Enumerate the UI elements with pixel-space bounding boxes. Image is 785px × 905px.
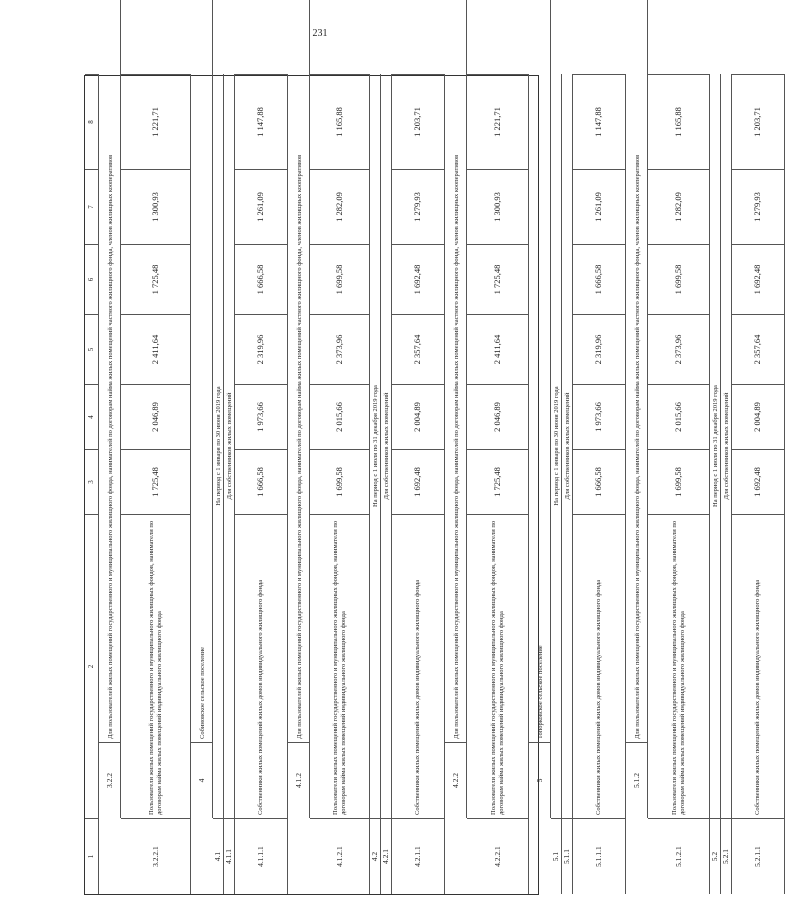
row-code: 5.2 xyxy=(710,818,720,894)
row-code: 4.2.2 xyxy=(445,742,466,818)
tariff-value: 1 692,48 xyxy=(392,449,444,514)
table-header-row xyxy=(85,74,99,894)
tariff-value: 2 004,89 xyxy=(392,384,444,449)
row-code: 5 xyxy=(529,742,550,818)
column-number-header: 5 xyxy=(85,314,98,384)
tariff-value: 2 046,89 xyxy=(121,384,190,449)
row-description: Собственники жилых помещений жилых домов индивидуального жилищного фонда xyxy=(235,514,287,818)
tariff-value: 1 973,66 xyxy=(235,384,287,449)
tariff-value: 1 666,58 xyxy=(573,244,625,314)
section-row xyxy=(626,0,648,818)
row-description: Собственники жилых помещений жилых домов индивидуального жилищного фонда xyxy=(732,514,784,818)
section-label: Для пользователей жилых помещений государственного и муниципального жилищного фонда, нанимателей по договорам найма жилых помещений частного жилищного фонда, членов жилищных кооперативов xyxy=(295,154,303,739)
tariff-value: 2 411,64 xyxy=(121,314,190,384)
tariff-value: 1 725,48 xyxy=(121,244,190,314)
period-row xyxy=(721,74,732,894)
tariff-value: 1 973,66 xyxy=(573,384,625,449)
section-row xyxy=(445,0,467,818)
table-row xyxy=(310,74,370,894)
period-label: На период с 1 июля по 31 декабря 2019 года xyxy=(712,385,720,507)
column-number-header: 6 xyxy=(85,244,98,314)
tariff-value: 1 699,58 xyxy=(310,244,369,314)
row-code: 5.1.2.1 xyxy=(648,818,709,894)
tariff-value: 2 046,89 xyxy=(467,384,528,449)
row-code: 4.2.1.1 xyxy=(392,818,444,894)
row-code: 4 xyxy=(191,742,212,818)
tariff-value: 1 692,48 xyxy=(732,449,784,514)
tariff-value: 2 373,96 xyxy=(310,314,369,384)
row-code: 3.2.2 xyxy=(99,742,120,818)
tariff-value: 1 261,09 xyxy=(235,169,287,244)
row-code: 5.2.1.1 xyxy=(732,818,784,894)
tariff-value: 2 004,89 xyxy=(732,384,784,449)
period-label: На период с 1 января по 30 июня 2019 года xyxy=(215,386,223,506)
tariff-value: 1 279,93 xyxy=(392,169,444,244)
section-label: Для пользователей жилых помещений государственного и муниципального жилищного фонда, нанимателей по договорам найма жилых помещений частного жилищного фонда, членов жилищных кооперативов xyxy=(633,154,641,739)
tariff-value: 1 725,48 xyxy=(121,449,190,514)
row-code: 5.1.1 xyxy=(562,818,572,894)
row-description: Собственники жилых помещений жилых домов индивидуального жилищного фонда xyxy=(392,514,444,818)
period-row xyxy=(213,74,224,894)
tariff-value: 1 692,48 xyxy=(732,244,784,314)
period-label: Для собственников жилых помещений xyxy=(723,392,731,500)
row-description: Собственники жилых помещений жилых домов индивидуального жилищного фонда xyxy=(573,514,625,818)
tariff-value: 1 666,58 xyxy=(235,449,287,514)
column-number-header: 4 xyxy=(85,384,98,449)
section-row xyxy=(99,0,121,818)
column-number-header: 3 xyxy=(85,449,98,514)
tariff-value: 2 319,96 xyxy=(235,314,287,384)
row-code: 3.2.2.1 xyxy=(121,818,190,894)
period-label: Для собственников жилых помещений xyxy=(226,392,234,500)
period-row xyxy=(551,74,562,894)
period-label: На период с 1 января по 30 июня 2019 года xyxy=(553,386,561,506)
table-row xyxy=(235,74,288,894)
period-row xyxy=(710,74,721,894)
tariff-value: 1 203,71 xyxy=(392,74,444,169)
tariff-value: 1 725,48 xyxy=(467,244,528,314)
tariff-value: 1 261,09 xyxy=(573,169,625,244)
row-code: 4.1.1.1 xyxy=(235,818,287,894)
tariff-value: 2 411,64 xyxy=(467,314,528,384)
tariff-value: 1 165,88 xyxy=(310,74,369,169)
tariff-value: 2 319,96 xyxy=(573,314,625,384)
tariff-value: 1 699,58 xyxy=(648,244,709,314)
table-row xyxy=(392,74,445,894)
tariff-value: 1 300,93 xyxy=(121,169,190,244)
section-row xyxy=(529,0,551,818)
table-row xyxy=(121,74,191,894)
row-code: 4.2.1 xyxy=(381,818,391,894)
tariff-value: 1 666,58 xyxy=(235,244,287,314)
tariff-value: 1 692,48 xyxy=(392,244,444,314)
section-label: Для пользователей жилых помещений государственного и муниципального жилищного фонда, нанимателей по договорам найма жилых помещений частного жилищного фонда, членов жилищных кооперативов xyxy=(452,154,460,739)
tariff-value: 2 015,66 xyxy=(310,384,369,449)
section-label: Собиновское сельское поселение xyxy=(198,646,206,739)
tariff-value: 1 221,71 xyxy=(467,74,528,169)
row-code: 4.2.2.1 xyxy=(467,818,528,894)
period-row xyxy=(381,74,392,894)
row-code: 5.1 xyxy=(551,818,561,894)
tariff-value: 1 666,58 xyxy=(573,449,625,514)
column-number-header: 1 xyxy=(85,818,98,894)
section-label: Для пользователей жилых помещений государственного и муниципального жилищного фонда, нанимателей по договорам найма жилых помещений частного жилищного фонда, членов жилищных кооперативов xyxy=(106,154,114,739)
column-number-header: 2 xyxy=(85,514,98,818)
tariff-value: 1 147,88 xyxy=(573,74,625,169)
tariff-value: 2 373,96 xyxy=(648,314,709,384)
tariff-value: 2 357,64 xyxy=(732,314,784,384)
section-row xyxy=(191,0,213,818)
tariff-value: 1 699,58 xyxy=(648,449,709,514)
tariff-value: 1 282,09 xyxy=(648,169,709,244)
table-row xyxy=(732,74,785,894)
period-row xyxy=(224,74,235,894)
tariff-value: 1 300,93 xyxy=(467,169,528,244)
table-row xyxy=(467,74,529,894)
row-description: Пользователи жилых помещений государственного и муниципального жилищных фондов, наниматели по договорам найма жилых помещений индивидуального жилищного фонда xyxy=(310,514,369,818)
column-number-header: 7 xyxy=(85,169,98,244)
tariff-value: 2 015,66 xyxy=(648,384,709,449)
section-row xyxy=(288,0,310,818)
tariff-value: 1 279,93 xyxy=(732,169,784,244)
page-number: 231 xyxy=(312,28,328,39)
row-description: Пользователи жилых помещений государственного и муниципального жилищных фондов, наниматели по договорам найма жилых помещений индивидуального жилищного фонда xyxy=(121,514,190,818)
tariff-value: 1 165,88 xyxy=(648,74,709,169)
tariff-value: 1 221,71 xyxy=(121,74,190,169)
table-row xyxy=(573,74,626,894)
row-description: Пользователи жилых помещений государственного и муниципального жилищных фондов, наниматели по договорам найма жилых помещений индивидуального жилищного фонда xyxy=(648,514,709,818)
row-code: 4.1.2.1 xyxy=(310,818,369,894)
period-label: На период с 1 июля по 31 декабря 2019 года xyxy=(372,385,380,507)
tariff-value: 1 725,48 xyxy=(467,449,528,514)
row-code: 5.2.1 xyxy=(721,818,731,894)
row-code: 4.1.2 xyxy=(288,742,309,818)
tariff-value: 2 357,64 xyxy=(392,314,444,384)
tariff-value: 1 147,88 xyxy=(235,74,287,169)
period-label: Для собственников жилых помещений xyxy=(383,392,391,500)
tariff-value: 1 282,09 xyxy=(310,169,369,244)
tariff-value: 1 699,58 xyxy=(310,449,369,514)
column-number-header: 8 xyxy=(85,74,98,169)
row-description: Пользователи жилых помещений государственного и муниципального жилищных фондов, наниматели по договорам найма жилых помещений индивидуального жилищного фонда xyxy=(467,514,528,818)
period-row xyxy=(370,74,381,894)
period-row xyxy=(562,74,573,894)
tariff-value: 1 203,71 xyxy=(732,74,784,169)
row-code: 5.1.2 xyxy=(626,742,647,818)
tariff-table xyxy=(84,75,763,895)
table-row xyxy=(648,74,710,894)
row-code: 4.2 xyxy=(370,818,380,894)
section-label: Топорковское сельское поселение xyxy=(536,645,544,739)
row-code: 4.1 xyxy=(213,818,223,894)
period-label: Для собственников жилых помещений xyxy=(564,392,572,500)
row-code: 5.1.1.1 xyxy=(573,818,625,894)
row-code: 4.1.1 xyxy=(224,818,234,894)
